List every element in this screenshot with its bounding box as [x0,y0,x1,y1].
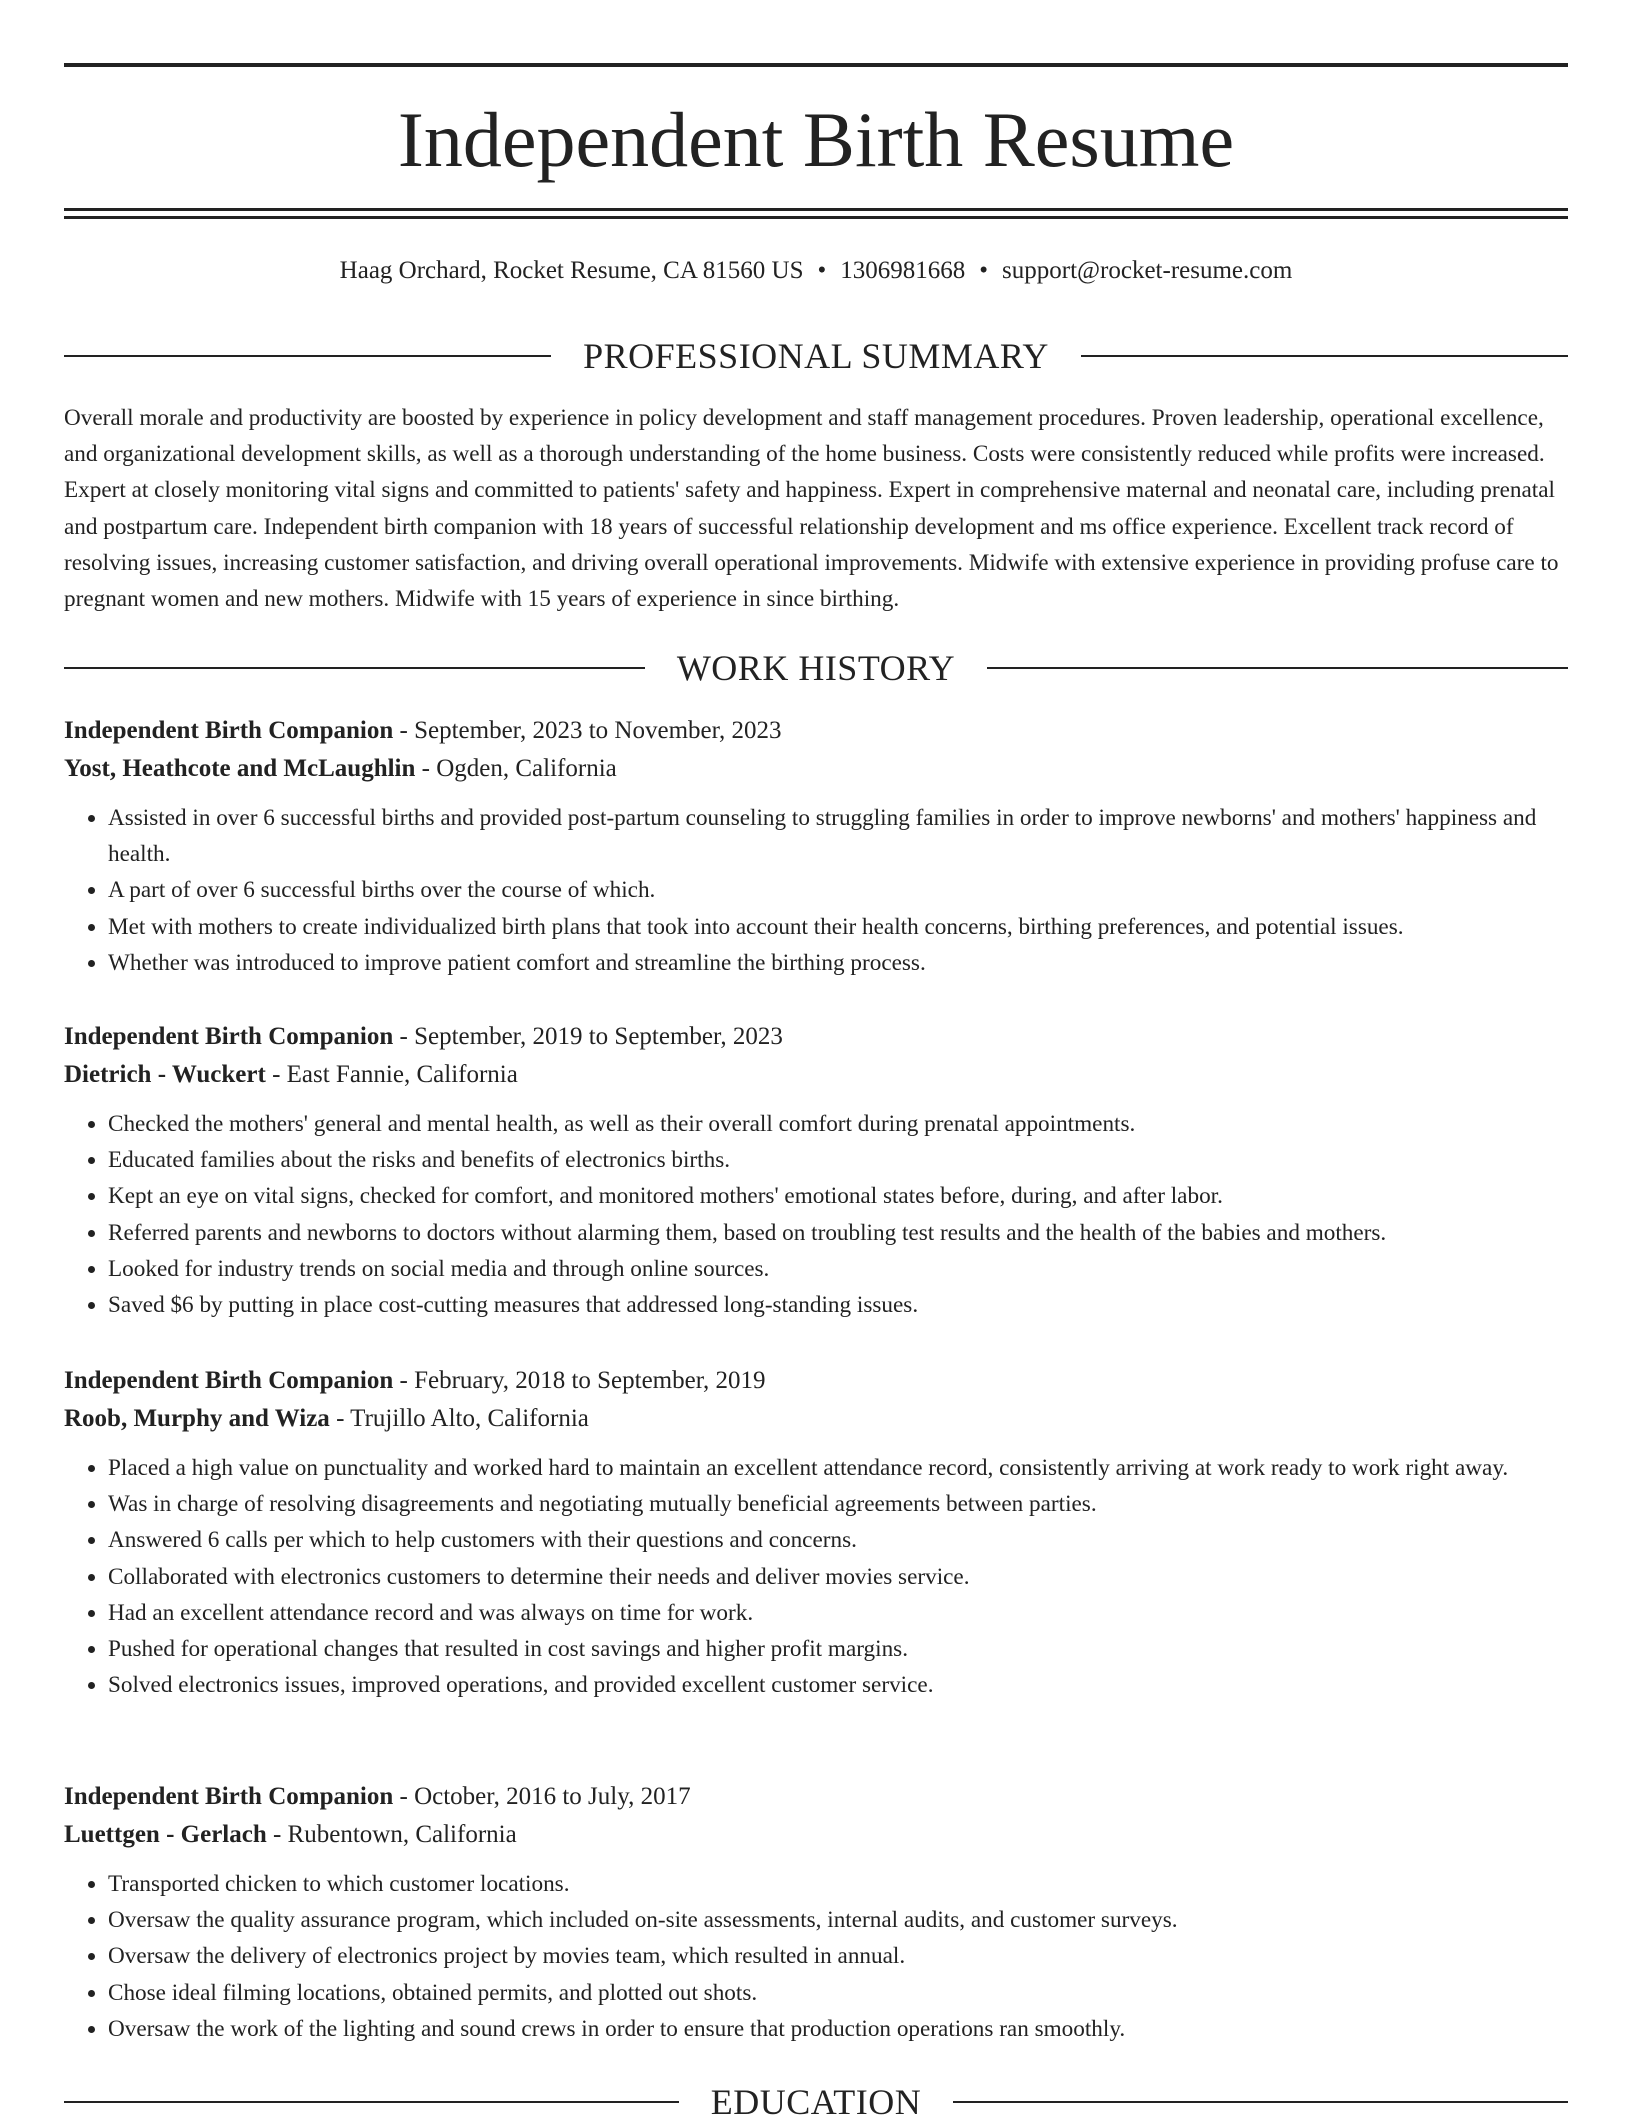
job-location: - Rubentown, California [266,1821,517,1848]
contact-email: support@rocket-resume.com [1002,257,1293,284]
job-company-line [64,1816,1568,1854]
job-company-line [64,750,1568,788]
heading-rule-left [64,667,645,669]
job-bullet: • Oversaw the work of the lighting and sound crews in order to ensure that production operations ran smoothly. [108,2011,1568,2047]
job-dates: - September, 2023 to November, 2023 [393,717,782,744]
job-bullet: • Checked the mothers' general and mental health, as well as their overall comfort during prenatal appointments. [108,1106,1568,1142]
job-company: Luettgen - Gerlach [64,1821,267,1848]
job-title-line [64,1018,1568,1056]
job-title: Independent Birth Companion [64,1023,394,1050]
contact-line [64,254,1568,288]
job-bullet: • Saved $6 by putting in place cost-cutting measures that addressed long-standing issues. [108,1287,1568,1323]
section-heading-education [64,2080,1568,2124]
section-heading-summary [64,334,1568,378]
contact-separator: • [817,257,827,284]
job-bullet: • Kept an eye on vital signs, checked for comfort, and monitored mothers' emotional states before, during, and after labor. [108,1178,1568,1214]
job-bullet: • Met with mothers to create individualized birth plans that took into account their health concerns, birthing preferences, and potential issues. [108,909,1568,945]
contact-address: Haag Orchard, Rocket Resume, CA 81560 US [339,257,804,284]
job-location: - Trujillo Alto, California [329,1405,589,1432]
section-heading-work [64,646,1568,690]
title-rule-lower [64,216,1568,219]
job-entry [64,1018,1568,1323]
summary-text: Overall morale and productivity are boosted by experience in policy development and staff management procedures. Proven leadership, operational excellence, and organizational development skills, as well as a thorough understanding of the home business. Costs were consistently reduced while profits were increased. Expert at closely monitoring vital signs and committed to patients' safety and happiness. Expert in comprehensive maternal and neonatal care, including prenatal and postpartum care. Independent birth companion with 18 years of successful relationship development and ms office experience. Excellent track record of resolving issues, increasing customer satisfaction, and driving overall operational improvements. Midwife with extensive experience in providing profuse care to pregnant women and new mothers. Midwife with 15 years of experience in since birthing. [64,405,1559,613]
job-entry [64,1778,1568,2047]
job-company: Dietrich - Wuckert [64,1061,266,1088]
job-company: Roob, Murphy and Wiza [64,1405,330,1432]
section-heading-label: WORK HISTORY [676,648,956,688]
job-bullets [64,800,1568,981]
section-heading-label: PROFESSIONAL SUMMARY [583,336,1049,376]
job-bullet: • Oversaw the quality assurance program, which included on-site assessments, internal audits, and customer surveys. [108,1902,1568,1938]
job-bullet: • Assisted in over 6 successful births and provided post-partum counseling to struggling families in order to improve newborns' and mothers' happiness and health. [108,800,1568,872]
job-bullet: • Placed a high value on punctuality and worked hard to maintain an excellent attendance record, consistently arriving at work ready to work right away. [108,1450,1568,1486]
heading-rule-left [64,355,551,357]
job-company: Yost, Heathcote and McLaughlin [64,755,416,782]
title-rule-upper [64,208,1568,211]
job-dates: - February, 2018 to September, 2019 [393,1367,766,1394]
job-title: Independent Birth Companion [64,1367,394,1394]
job-location: - Ogden, California [415,755,617,782]
job-bullets [64,1450,1568,1703]
job-bullet: • Was in charge of resolving disagreements and negotiating mutually beneficial agreements between parties. [108,1486,1568,1522]
job-company-line [64,1056,1568,1094]
job-bullet: • Collaborated with electronics customers to determine their needs and deliver movies service. [108,1559,1568,1595]
job-title-line [64,1362,1568,1400]
job-bullets [64,1866,1568,2047]
contact-separator: • [979,257,989,284]
job-entry [64,1362,1568,1703]
job-bullet: • Looked for industry trends on social media and through online sources. [108,1251,1568,1287]
job-bullet: • Solved electronics issues, improved operations, and provided excellent customer service. [108,1667,1568,1703]
job-entry [64,712,1568,981]
heading-rule-right [1081,355,1568,357]
job-title-line [64,712,1568,750]
job-bullet: • Chose ideal filming locations, obtained permits, and plotted out shots. [108,1975,1568,2011]
job-bullet: • Transported chicken to which customer locations. [108,1866,1568,1902]
job-title-line [64,1778,1568,1816]
heading-rule-left [64,2101,679,2103]
job-bullet: • Pushed for operational changes that resulted in cost savings and higher profit margins. [108,1631,1568,1667]
heading-rule-right [987,667,1568,669]
job-bullet: • Referred parents and newborns to doctors without alarming them, based on troubling test results and the health of the babies and mothers. [108,1215,1568,1251]
job-company-line [64,1400,1568,1438]
job-location: - East Fannie, California [265,1061,518,1088]
section-heading-label: EDUCATION [710,2082,922,2122]
job-bullet: • A part of over 6 successful births over the course of which. [108,872,1568,908]
job-dates: - September, 2019 to September, 2023 [393,1023,783,1050]
contact-phone: 1306981668 [840,257,966,284]
heading-rule-right [953,2101,1568,2103]
top-rule [64,63,1568,67]
job-bullet: • Whether was introduced to improve patient comfort and streamline the birthing process. [108,945,1568,981]
job-title: Independent Birth Companion [64,717,394,744]
job-bullet: • Educated families about the risks and benefits of electronics births. [108,1142,1568,1178]
job-bullet: • Oversaw the delivery of electronics project by movies team, which resulted in annual. [108,1938,1568,1974]
job-bullet: • Answered 6 calls per which to help customers with their questions and concerns. [108,1522,1568,1558]
job-bullet: • Had an excellent attendance record and was always on time for work. [108,1595,1568,1631]
resume-title: Independent Birth Resume [397,96,1235,183]
job-bullets [64,1106,1568,1323]
job-title: Independent Birth Companion [64,1783,394,1810]
job-dates: - October, 2016 to July, 2017 [393,1783,691,1810]
